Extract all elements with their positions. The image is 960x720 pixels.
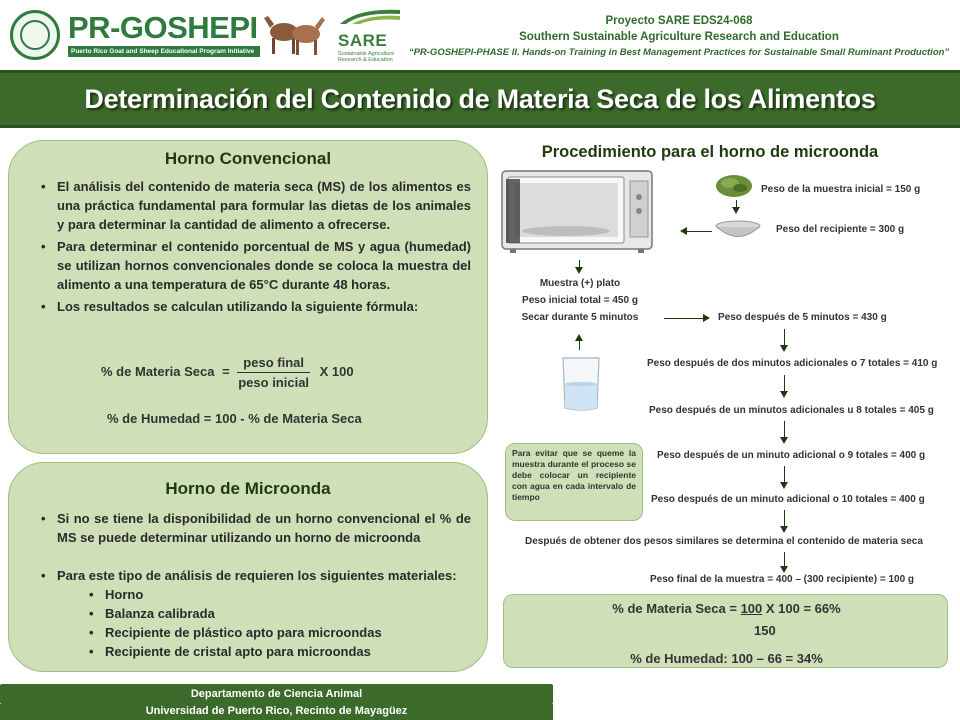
conventional-heading: Horno Convencional <box>164 149 332 168</box>
list-item: • Si no se tiene la disponibilidad de un horno convencional el % de MS se puede determinar utilizando un horno de microonda <box>39 509 471 547</box>
arrow-left-icon <box>680 227 687 235</box>
arrow-down-icon <box>780 391 788 398</box>
formula-mult: X 100 <box>319 363 354 379</box>
materials-list <box>71 585 471 661</box>
result-dry-matter <box>504 601 949 616</box>
pr-goshepi-logo <box>68 10 260 57</box>
conventional-bullets <box>23 177 471 316</box>
university-seal-logo <box>10 10 60 60</box>
list-item: • Balanza calibrada <box>87 604 471 623</box>
conventional-oven-panel <box>8 140 488 454</box>
project-line: Proyecto SARE EDS24-068 <box>605 15 753 27</box>
list-item: • Para determinar el contenido porcentual de MS y agua (humedad) se utilizan hornos convencionales donde se coloca la muestra del alimento a una temperatura de 65°C durante 48 horas. <box>39 237 471 294</box>
goats-illustration <box>262 10 328 58</box>
sare-name: SARE <box>338 31 388 50</box>
list-item: • Horno <box>87 585 471 604</box>
container-weight: Peso del recipiente = 300 g <box>776 224 905 235</box>
microwave-oven-panel <box>8 462 488 672</box>
sare-fields-icon <box>338 6 402 26</box>
initial-total-weight: Peso inicial total = 450 g <box>522 295 638 306</box>
water-beaker-icon <box>558 356 604 412</box>
brand-tagline: Puerto Rico Goat and Sheep Educational Program Initiative <box>68 46 260 57</box>
step-5: Peso después de un minuto adicional o 10 totales = 400 g <box>651 494 925 505</box>
arrow-line <box>784 552 785 567</box>
dry-matter-formula <box>101 355 354 390</box>
note-box: Para evitar que se queme la muestra durante el proceso se debe colocar un recipiente con agua en cada intervalo de tiempo <box>505 443 643 521</box>
sare-logo <box>338 6 402 63</box>
step-3: Peso después de un minutos adicionales u 8 totales = 405 g <box>649 405 934 416</box>
sample-plate-label: Muestra (+) plato <box>539 278 621 289</box>
arrow-down-icon <box>732 207 740 214</box>
arrow-right-icon <box>703 314 710 322</box>
list-item: • Para este tipo de análisis de requieren los siguientes materiales: <box>39 566 471 585</box>
step-7: Peso final de la muestra = 400 – (300 recipiente) = 100 g <box>650 574 915 585</box>
arrow-line <box>784 466 785 483</box>
arrow-line <box>784 421 785 438</box>
arrow-down-icon <box>780 566 788 573</box>
result-humidity: % de Humedad: 100 – 66 = 34% <box>630 651 823 666</box>
list-item: • Los resultados se calculan utilizando la siguiente fórmula: <box>39 297 471 316</box>
project-header <box>405 13 953 61</box>
result-ms-num: 100 <box>740 601 763 616</box>
container-bowl-icon <box>714 220 762 242</box>
humidity-formula: % de Humedad = 100 - % de Materia Seca <box>107 411 362 426</box>
arrow-line <box>784 375 785 392</box>
org-line: Southern Sustainable Agriculture Research and Education <box>519 31 839 43</box>
step-4: Peso después de un minuto adicional o 9 totales = 400 g <box>657 450 926 461</box>
microwave-icon <box>500 167 654 257</box>
result-box <box>503 594 948 668</box>
footer-university: Universidad de Puerto Rico, Recinto de Mayagüez <box>0 704 553 720</box>
arrow-line <box>579 340 580 350</box>
sare-sub1: Sustainable Agriculture <box>338 51 395 57</box>
page-title: Determinación del Contenido de Materia Seca de los Alimentos <box>84 83 876 114</box>
arrow-down-icon <box>780 345 788 352</box>
step-1: Peso después de 5 minutos = 430 g <box>718 312 887 323</box>
list-item: • El análisis del contenido de materia seca (MS) de los alimentos es una práctica fundamental para formular las dietas de los animales y para determinar la cantidad de alimento a ofrecerse. <box>39 177 471 234</box>
result-ms-den: 150 <box>754 623 776 638</box>
arrow-down-icon <box>575 267 583 274</box>
list-item: • Recipiente de cristal apto para microondas <box>87 642 471 661</box>
result-ms-left: % de Materia Seca = <box>612 601 741 616</box>
arrow-line <box>664 318 704 319</box>
footer-department: Departamento de Ciencia Animal <box>0 684 553 704</box>
arrow-down-icon <box>780 482 788 489</box>
formula-denominator: peso inicial <box>238 375 310 390</box>
arrow-down-icon <box>780 437 788 444</box>
sample-feed-icon <box>714 172 754 198</box>
microwave-heading: Horno de Microonda <box>165 479 331 498</box>
sample-weight: Peso de la muestra inicial = 150 g <box>761 184 921 195</box>
sare-sub2: Research & Education <box>338 57 393 63</box>
formula-numerator: peso final <box>237 355 310 373</box>
result-ms-right: X 100 = 66% <box>762 601 841 616</box>
step-6: Después de obtener dos pesos similares se determina el contenido de materia seca <box>525 536 923 547</box>
step-2: Peso después de dos minutos adicionales o 7 totales = 410 g <box>647 358 938 369</box>
formula-fraction <box>237 355 310 390</box>
arrow-line <box>784 329 785 346</box>
quote-line: “PR-GOSHEPI-PHASE II. Hands-on Training in Best Management Practices for Sustainable Small Ruminant Production” <box>408 47 950 58</box>
formula-left: % de Materia Seca <box>101 363 215 379</box>
procedure-title: Procedimiento para el horno de microonda <box>541 143 879 161</box>
dry-5-minutes: Secar durante 5 minutos <box>521 312 639 323</box>
title-banner <box>0 70 960 128</box>
brand-name: PR-GOSHEPI <box>68 10 258 45</box>
arrow-line <box>686 231 712 232</box>
microwave-bullets <box>23 509 471 585</box>
list-item: • Recipiente de plástico apto para microondas <box>87 623 471 642</box>
formula-eq: = <box>222 363 230 379</box>
arrow-down-icon <box>780 526 788 533</box>
arrow-line <box>784 510 785 527</box>
